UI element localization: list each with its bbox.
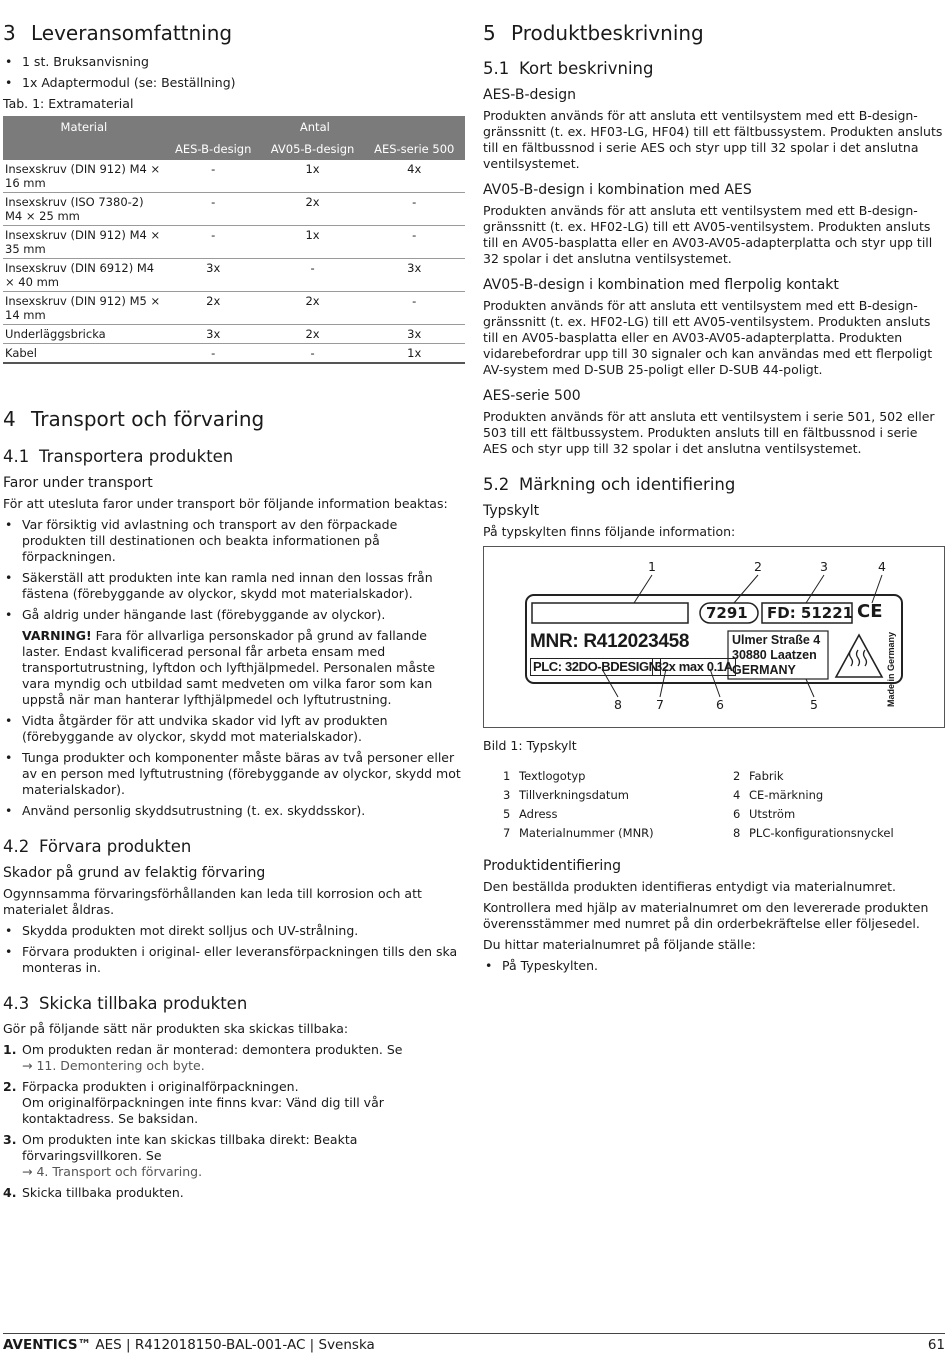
legend-item — [483, 806, 713, 822]
type-plate-figure — [483, 546, 945, 728]
section-5-2-heading: 5.2 Märkning och identifiering — [483, 475, 736, 494]
list-item: • Gå aldrig under hängande last (förebyggande av olyckor). — [3, 607, 465, 623]
callout-6: 6 — [716, 697, 724, 712]
table-cell-count: 2x — [262, 193, 364, 226]
transport-hazards-heading: Faror under transport — [3, 475, 153, 491]
product-id-list — [483, 958, 945, 974]
product-id-text-3: Du hittar materialnumret på följande ställe: — [483, 937, 756, 952]
table-cell-count: - — [165, 226, 262, 259]
plate-address-2: 30880 Laatzen — [732, 648, 817, 662]
table-cell-count: 2x — [262, 292, 364, 325]
section-4-1-heading: 4.1 Transportera produkten — [3, 447, 234, 466]
step-item: 4. Skicka tillbaka produkten. — [3, 1185, 184, 1200]
transport-list-2 — [3, 713, 465, 819]
list-item: • Använd personlig skyddsutrustning (t. ex. skyddsskor). — [3, 803, 465, 819]
extra-material-table — [3, 116, 465, 364]
list-item: • Vidta åtgärder för att undvika skador vid lyft av produkten (förebyggande av olyckor, skydd mot materialskador). — [3, 713, 465, 745]
legend-item — [483, 825, 713, 841]
aes500-text: Produkten används för att ansluta ett ventilsystem i serie 501, 502 eller 503 till ett fältbussystem. Produkten ansluts till en fältbussnod i serie AES och styr upp till 32 spolar i det anslutna ventilsystemet. — [483, 409, 935, 456]
legend-label: Adress — [519, 807, 558, 821]
figure-caption: Bild 1: Typskylt — [483, 738, 577, 753]
transport-intro: För att utesluta faror under transport bör följande information beaktas: — [3, 496, 448, 511]
product-id-text-1: Den beställda produkten identifieras entydigt via materialnumret. — [483, 879, 896, 894]
legend-item — [483, 768, 713, 784]
plate-rating: 32x max 0.1A — [652, 658, 736, 676]
table-cell-count: - — [165, 193, 262, 226]
table-row — [3, 226, 465, 259]
table-cell-count: 3x — [363, 259, 465, 292]
table-cell-count: 1x — [363, 344, 465, 364]
aes-b-text: Produkten används för att ansluta ett ventilsystem med ett B-design-gränssnitt (t. ex. HF03-LG, HF04) till ett fältbussystem. Produkten ansluts till en fältbussnod i serie AES och styr upp till 32 spolar i det anslutna ventilsystemet. — [483, 108, 943, 171]
table-row — [3, 325, 465, 344]
table-cell-count: - — [262, 259, 364, 292]
callout-4: 4 — [878, 559, 886, 574]
plate-fd: FD: 51221 — [767, 604, 854, 622]
section-4-2-heading: 4.2 Förvara produkten — [3, 837, 192, 856]
table-cell-count: 2x — [165, 292, 262, 325]
legend-label: Materialnummer (MNR) — [519, 826, 654, 840]
table-cell-count: - — [363, 226, 465, 259]
list-item: • 1x Adaptermodul (se: Beställning) — [3, 75, 465, 91]
table-row — [3, 193, 465, 226]
table-row — [3, 344, 465, 364]
section-5-1-heading: 5.1 Kort beskrivning — [483, 59, 654, 78]
legend-label: Utström — [749, 807, 796, 821]
plate-address-1: Ulmer Straße 4 — [732, 633, 821, 647]
aes500-heading: AES-serie 500 — [483, 388, 581, 404]
legend-label: Tillverkningsdatum — [519, 788, 629, 802]
legend-label: Textlogotyp — [519, 769, 586, 783]
type-plate-heading: Typskylt — [483, 503, 540, 519]
legend-label: CE-märkning — [749, 788, 824, 802]
callout-5: 5 — [810, 697, 818, 712]
cross-reference-link[interactable]: → 4. Transport och förvaring. — [22, 1164, 203, 1179]
legend-item — [713, 787, 943, 803]
warning-label: VARNING! — [22, 628, 92, 643]
callout-3: 3 — [820, 559, 828, 574]
av05-aes-text: Produkten används för att ansluta ett ventilsystem med ett B-design-gränssnitt (t. ex. HF02-LG) till ett AV05-ventilsystem. Produkten ansluts till en AV05-basplatta eller en AV03-AV05-adapterplatta och styr upp till 32 spolar i det anslutna ventilsystemet. — [483, 203, 933, 266]
table-cell-count: 2x — [262, 325, 364, 344]
product-id-heading: Produktidentifiering — [483, 858, 622, 874]
step-item: 2. Förpacka produkten i originalförpackningen. Om originalförpackningen inte finns kvar: Vänd dig till vår kontaktadress. Se baksidan. — [3, 1079, 384, 1126]
legend-item — [483, 787, 713, 803]
warning-note: VARNING! Fara för allvarliga personskador på grund av fallande laster. Endast kvalificerad personal får arbeta ensam med transportutrustning, lyftdon och lyfthjälpmedel. Personalen måste vara myndig och utbildad samt medveten om vilka faror som kan uppstå när man hanterar lyfthjälpmedel och lyftutrustning. — [22, 628, 436, 707]
callout-1: 1 — [648, 559, 656, 574]
list-item: • Säkerställ att produkten inte kan ramla ned innan den lossas från fästena (förebyggande av olyckor, skydd mot materialskador). — [3, 570, 465, 602]
table-cell-count: 1x — [262, 160, 364, 193]
table-cell-material: Insexskruv (DIN 912) M4 × 35 mm — [3, 226, 165, 259]
section-4-3-heading: 4.3 Skicka tillbaka produkten — [3, 994, 248, 1013]
header-aes-b: AES-B-design — [175, 142, 252, 156]
step-item: 1. Om produkten redan är monterad: demontera produkten. Se → 11. Demontering och byte. — [3, 1042, 403, 1073]
av05-multipole-heading: AV05-B-design i kombination med flerpolig kontakt — [483, 277, 839, 293]
transport-list — [3, 517, 465, 623]
storage-damage-heading: Skador på grund av felaktig förvaring — [3, 865, 266, 881]
table-cell-material: Kabel — [3, 344, 165, 364]
plate-code: 7291 — [706, 604, 748, 622]
table-row — [3, 160, 465, 193]
legend-key: 2 — [733, 769, 741, 783]
av05-aes-heading: AV05-B-design i kombination med AES — [483, 182, 752, 198]
legend-key: 7 — [503, 826, 511, 840]
product-id-text-2: Kontrollera med hjälp av materialnumret om den levererade produkten överensstämmer med numret på din orderbekräftelse eller följesedel. — [483, 900, 929, 931]
footer-doc-id: AES | R412018150-BAL-001-AC | Svenska — [91, 1337, 375, 1353]
header-aes500: AES-serie 500 — [374, 142, 455, 156]
table-cell-count: - — [363, 193, 465, 226]
header-av05: AV05-B-design — [270, 142, 355, 156]
table-row — [3, 259, 465, 292]
table-cell-count: - — [165, 344, 262, 364]
return-steps — [3, 1042, 465, 1201]
table-caption: Tab. 1: Extramaterial — [3, 96, 134, 111]
table-cell-count: - — [363, 292, 465, 325]
table-cell-count: - — [262, 344, 364, 364]
step-item: 3. Om produkten inte kan skickas tillbaka direkt: Beakta förvaringsvillkoren. Se → 4. Transport och förvaring. — [3, 1132, 358, 1179]
callout-8: 8 — [614, 697, 622, 712]
return-intro: Gör på följande sätt när produkten ska skickas tillbaka: — [3, 1021, 349, 1036]
legend-key: 4 — [733, 788, 741, 802]
legend-label: PLC-konfigurationsnyckel — [749, 826, 894, 840]
table-cell-count: 3x — [363, 325, 465, 344]
delivery-list — [3, 54, 465, 91]
plate-mnr: MNR: R412023458 — [530, 631, 690, 652]
table-cell-material: Insexskruv (DIN 6912) M4 × 40 mm — [3, 259, 165, 292]
table-cell-count: 1x — [262, 226, 364, 259]
table-cell-count: - — [165, 160, 262, 193]
legend-key: 8 — [733, 826, 741, 840]
page-number: 61 — [927, 1337, 945, 1353]
aes-b-heading: AES-B-design — [483, 87, 576, 103]
header-material: Material — [60, 120, 108, 134]
storage-list — [3, 923, 465, 976]
legend-label: Fabrik — [749, 769, 784, 783]
table-subheader-row — [3, 138, 465, 160]
legend-key: 1 — [503, 769, 511, 783]
table-cell-count: 3x — [165, 325, 262, 344]
section-4-heading: 4 Transport och förvaring — [3, 407, 265, 431]
legend-item — [713, 768, 943, 784]
list-item: • 1 st. Bruksanvisning — [3, 54, 465, 70]
table-cell-material: Insexskruv (DIN 912) M5 × 14 mm — [3, 292, 165, 325]
section-3-heading: 3 Leveransomfattning — [3, 21, 233, 45]
plate-address-3: GERMANY — [732, 663, 796, 677]
cross-reference-link[interactable]: → 11. Demontering och byte. — [22, 1058, 205, 1073]
figure-legend — [483, 768, 945, 841]
ce-mark-icon: CE — [857, 601, 883, 622]
callout-7: 7 — [656, 697, 664, 712]
type-plate-intro: På typskylten finns följande information: — [483, 524, 736, 539]
plate-made-in: Made in Germany — [886, 631, 896, 707]
av05-multipole-text: Produkten används för att ansluta ett ventilsystem med ett B-design-gränssnitt (t. ex. HF02-LG) till ett AV05-ventilsystem. Produkten ansluts till en AV05-basplatta eller en AV03-AV05-adapterplatta. Produkten vidarebefordrar upp till 30 signaler och kan användas med ett flerpoligt AV-system med D-SUB 25-poligt eller D-SUB 44-poligt. — [483, 298, 933, 377]
section-5-heading: 5 Produktbeskrivning — [483, 21, 704, 45]
page-footer — [3, 1333, 945, 1353]
list-item: • Var försiktig vid avlastning och transport av den förpackade produkten till destinationen och beakta informationen på förpackningen. — [3, 517, 465, 565]
legend-key: 6 — [733, 807, 741, 821]
storage-intro: Ogynnsamma förvaringsförhållanden kan leda till korrosion och att materialet åldras. — [3, 886, 422, 917]
left-column — [3, 20, 465, 1206]
table-row — [3, 292, 465, 325]
table-cell-material: Insexskruv (ISO 7380-2) M4 × 25 mm — [3, 193, 165, 226]
table-header-row — [3, 116, 465, 138]
table-body — [3, 160, 465, 363]
list-item: • Skydda produkten mot direkt solljus och UV-strålning. — [3, 923, 465, 939]
table-cell-count: 3x — [165, 259, 262, 292]
plate-plc: PLC: 32DO-BDESIGN — [530, 658, 661, 676]
table-cell-count: 4x — [363, 160, 465, 193]
legend-key: 5 — [503, 807, 511, 821]
header-antal: Antal — [299, 120, 330, 134]
footer-brand: AVENTICS™ — [3, 1337, 92, 1353]
legend-item — [713, 806, 943, 822]
right-column — [483, 20, 945, 979]
callout-2: 2 — [754, 559, 762, 574]
legend-key: 3 — [503, 788, 511, 802]
list-item: • Tunga produkter och komponenter måste bäras av två personer eller av en person med lyftutrustning (förebyggande av olyckor, skydd mot materialskador). — [3, 750, 465, 798]
list-item: • Förvara produkten i original- eller leveransförpackningen tills den ska monteras in. — [3, 944, 465, 976]
legend-item — [713, 825, 943, 841]
table-cell-material: Insexskruv (DIN 912) M4 × 16 mm — [3, 160, 165, 193]
list-item: • På Typeskylten. — [483, 958, 945, 974]
table-cell-material: Underläggsbricka — [3, 325, 165, 344]
